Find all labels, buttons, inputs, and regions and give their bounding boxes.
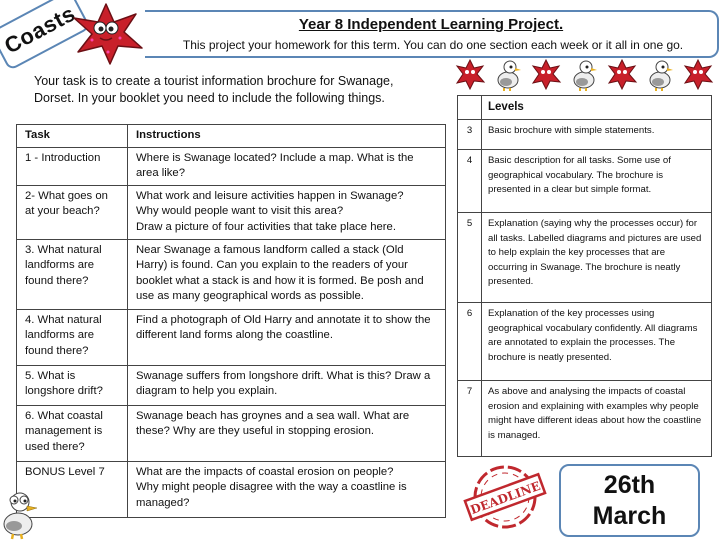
table-header-row xyxy=(458,96,712,120)
instruction-line: Find a photograph of Old Harry and annotate it to show the different land forms along the coastline. xyxy=(136,313,431,341)
task-cell: BONUS Level 7 xyxy=(17,461,128,517)
level-description: Explanation (saying why the processes occur) for all tasks. Labelled diagrams and pictures are used to help explain the key processes that are occurring in Swanage. The brochure is neatly presented. xyxy=(482,213,712,303)
header-banner xyxy=(145,10,719,58)
table-row xyxy=(458,120,712,150)
instruction-line: What are the impacts of coastal erosion on people? xyxy=(136,465,394,478)
column-header-level-number xyxy=(458,96,482,120)
instruction-line: Why might people disagree with the way a coastline is managed? xyxy=(136,481,407,509)
table-row xyxy=(17,309,446,365)
level-number: 4 xyxy=(458,150,482,213)
task-cell: 5. What is longshore drift? xyxy=(17,365,128,405)
table-row xyxy=(17,239,446,309)
instructions-cell xyxy=(128,461,446,517)
task-cell: 6. What coastal management is used there? xyxy=(17,405,128,461)
page-subtitle: This project your homework for this term. You can do one section each week or it all in one go. xyxy=(182,38,684,52)
task-cell: 1 - Introduction xyxy=(17,147,128,185)
instruction-line: Swanage suffers from longshore drift. What is this? Draw a diagram to help you explain. xyxy=(136,369,431,397)
seagull-mascot-icon xyxy=(0,488,40,540)
deadline-date-month: March xyxy=(592,501,667,530)
intro-line: Your task is to create a tourist information brochure for Swanage, xyxy=(34,74,394,88)
starfish-mascot-icon xyxy=(66,0,148,66)
table-row xyxy=(458,303,712,381)
starfish-icon xyxy=(606,58,638,90)
table-row xyxy=(17,405,446,461)
instructions-cell xyxy=(128,185,446,239)
table-row xyxy=(17,147,446,185)
deadline-stamp-label: DEADLINE xyxy=(468,478,543,518)
coasts-tag: Coasts xyxy=(0,0,91,71)
seagull-icon xyxy=(646,58,674,92)
level-number: 3 xyxy=(458,120,482,150)
instruction-line: Near Swanage a famous landform called a stack (Old Harry) is found. Can you explain to the readers of your booklet what a stack is and how it is formed. Be posh and use as many geographical words as possible. xyxy=(136,243,424,302)
seagull-icon xyxy=(494,58,522,92)
level-description: Basic brochure with simple statements. xyxy=(482,120,712,150)
table-row xyxy=(17,461,446,517)
level-number: 5 xyxy=(458,213,482,303)
starfish-icon xyxy=(454,58,486,90)
table-row xyxy=(458,381,712,457)
task-table xyxy=(16,124,446,518)
instruction-line: Why would people want to visit this area? xyxy=(136,205,344,217)
deadline-date-box xyxy=(559,464,700,537)
level-number: 7 xyxy=(458,381,482,457)
table-row xyxy=(458,150,712,213)
instruction-line: Where is Swanage located? Include a map. What is the area like? xyxy=(136,151,414,179)
column-header-levels: Levels xyxy=(482,96,712,120)
starfish-icon xyxy=(682,58,714,90)
table-row xyxy=(17,185,446,239)
instruction-line: Swanage beach has groynes and a sea wall. What are these? Why are they useful in stopping erosion. xyxy=(136,409,410,437)
seagull-icon xyxy=(570,58,598,92)
level-description: Explanation of the key processes using geographical vocabulary confidently. All diagrams are annotated to explain the processes. The brochure is neatly presented. xyxy=(482,303,712,381)
instructions-cell xyxy=(128,405,446,461)
deadline-date-day: 26th xyxy=(603,470,656,499)
task-cell: 2- What goes on at your beach? xyxy=(17,185,128,239)
instructions-cell xyxy=(128,365,446,405)
mascot-row xyxy=(454,58,714,94)
table-row xyxy=(458,213,712,303)
instruction-line: Draw a picture of four activities that take place here. xyxy=(136,220,396,233)
instruction-line: What work and leisure activities happen in Swanage? xyxy=(136,189,404,202)
intro-text xyxy=(34,73,434,107)
column-header-instructions: Instructions xyxy=(128,125,446,148)
instructions-cell xyxy=(128,239,446,309)
column-header-task: Task xyxy=(17,125,128,148)
instructions-cell xyxy=(128,147,446,185)
level-description: Basic description for all tasks. Some use of geographical vocabulary. The brochure is presented in a clear but simple format. xyxy=(482,150,712,213)
intro-line: Dorset. In your booklet you need to include the following things. xyxy=(34,91,385,105)
deadline-stamp-icon xyxy=(460,462,550,532)
task-cell: 3. What natural landforms are found there? xyxy=(17,239,128,309)
table-header-row xyxy=(17,125,446,148)
instructions-cell xyxy=(128,309,446,365)
table-row xyxy=(17,365,446,405)
level-number: 6 xyxy=(458,303,482,381)
levels-table xyxy=(457,95,712,457)
page-title: Year 8 Independent Learning Project. xyxy=(298,16,564,33)
starfish-icon xyxy=(530,58,562,90)
task-cell: 4. What natural landforms are found there? xyxy=(17,309,128,365)
level-description: As above and analysing the impacts of coastal erosion and explaining with examples why people might have different ideas about how the coastline is managed. xyxy=(482,381,712,457)
